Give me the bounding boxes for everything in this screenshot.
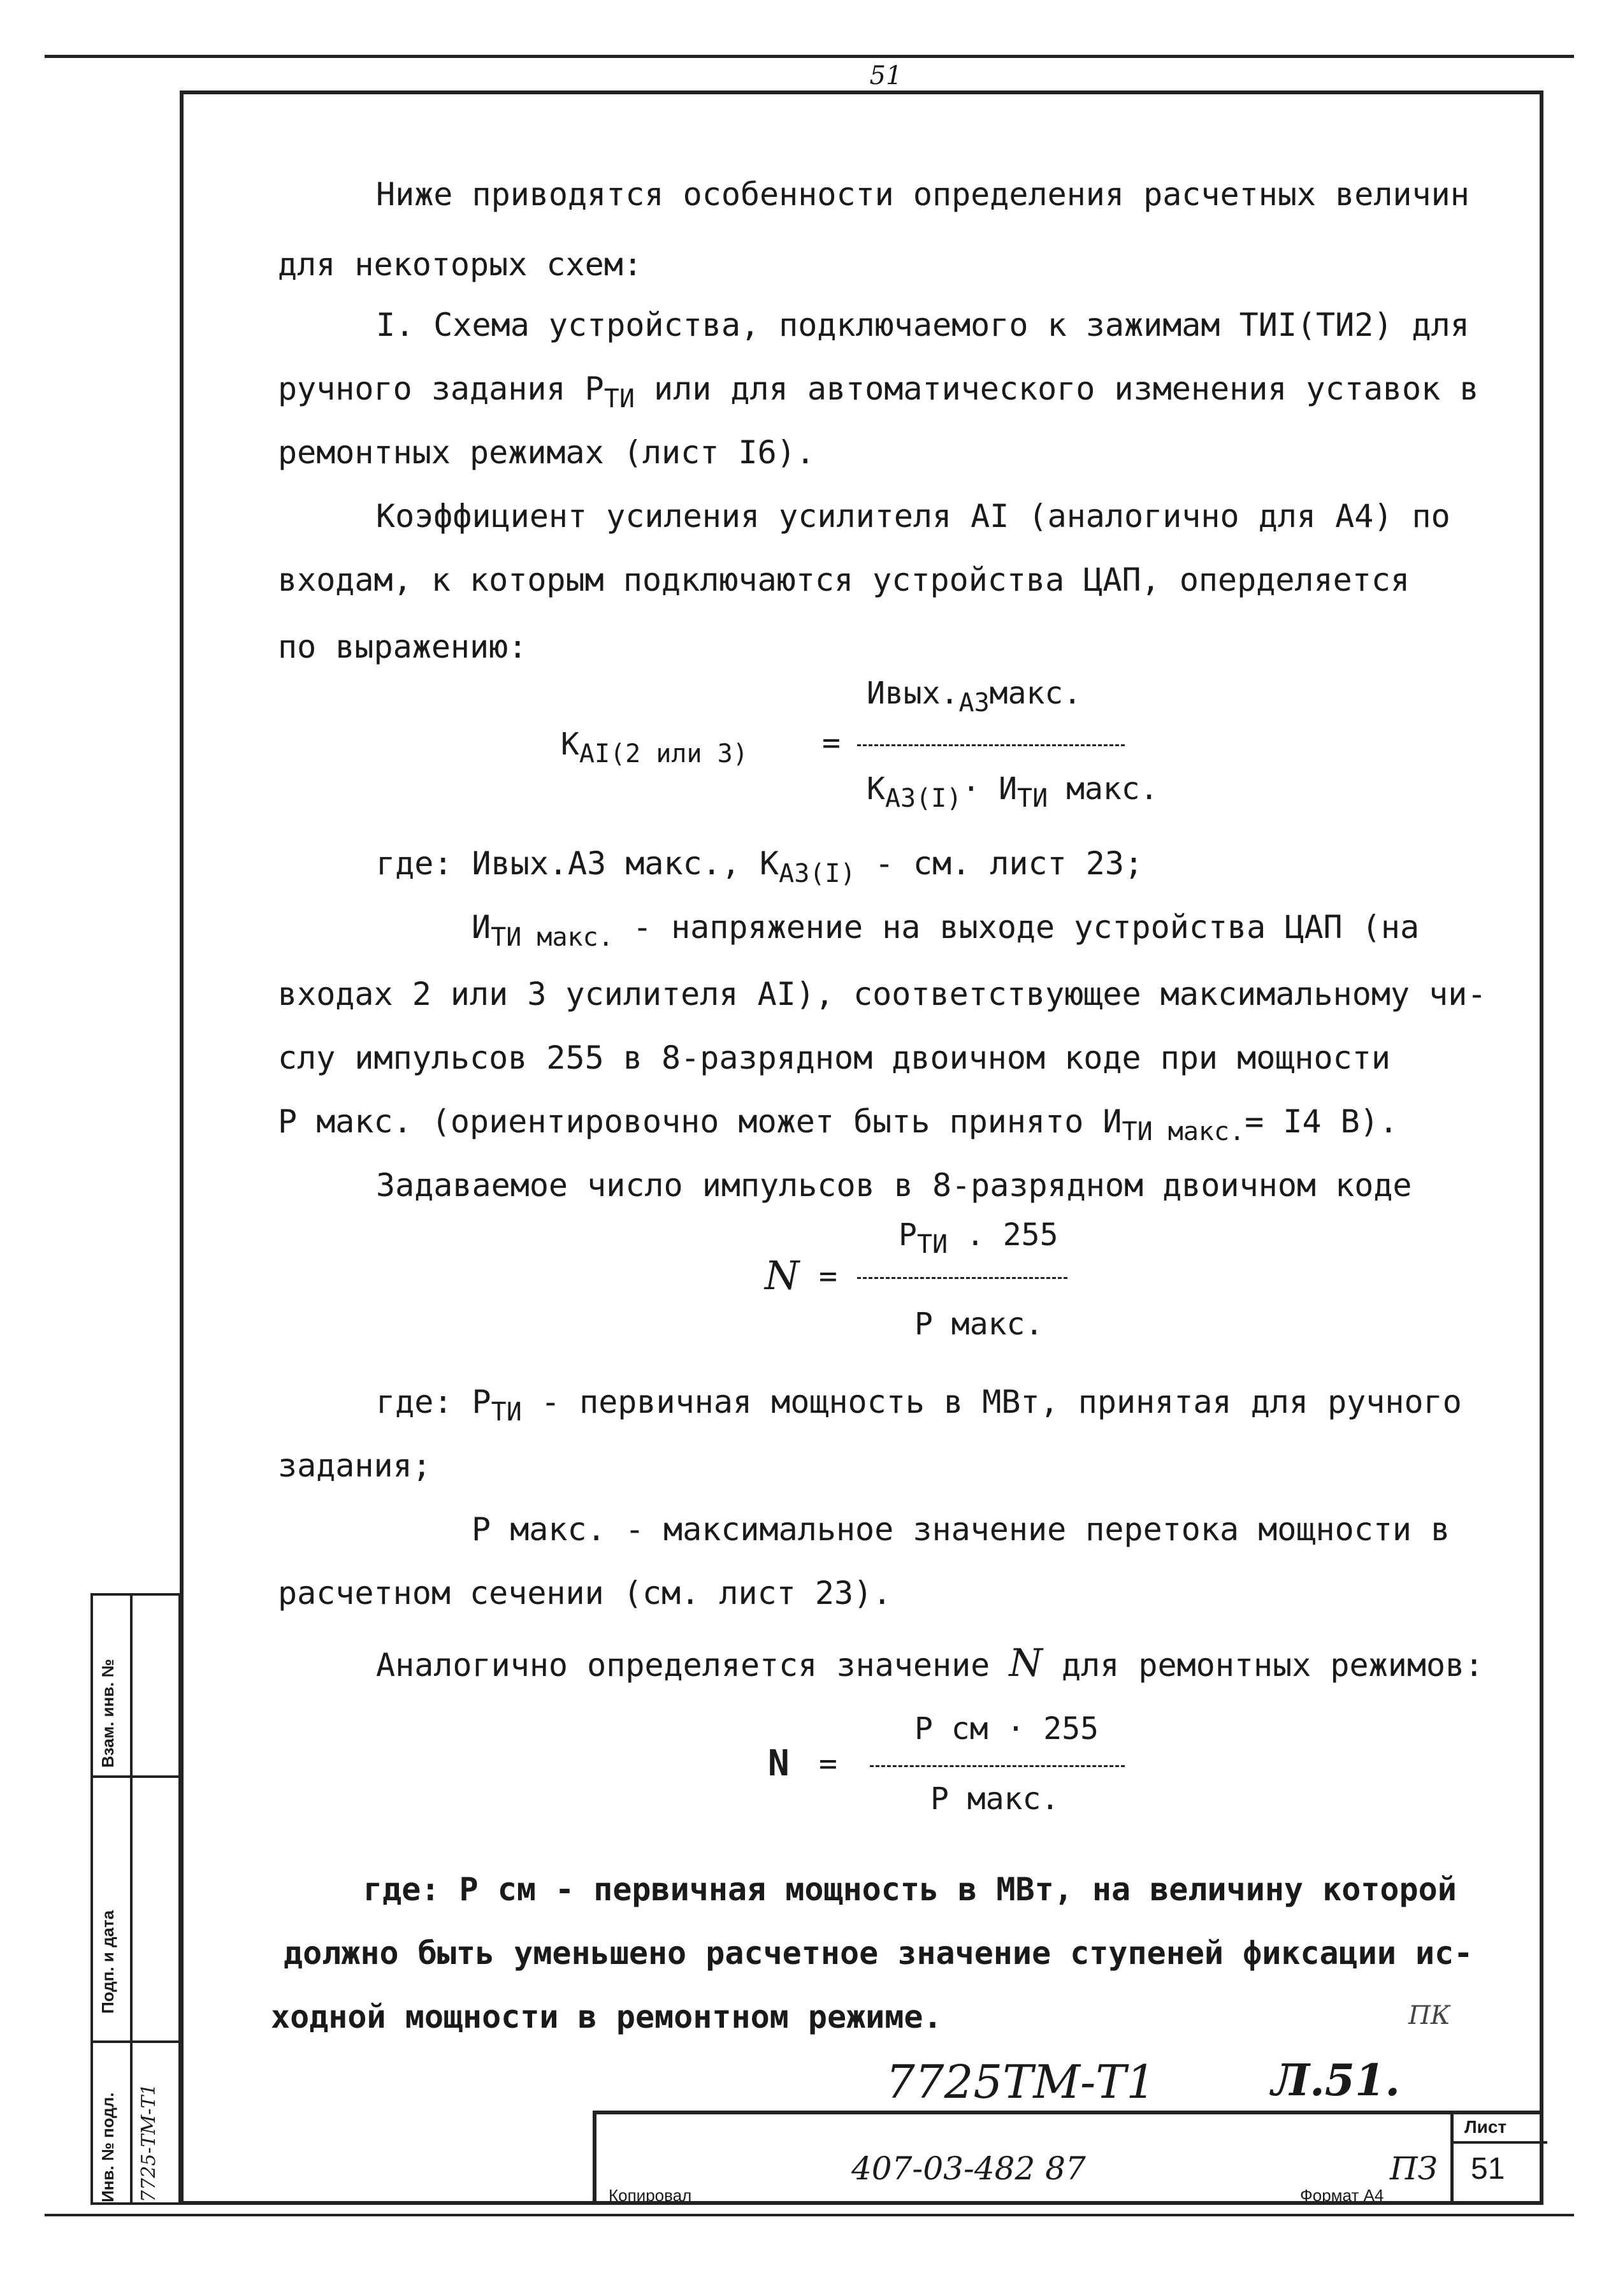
title-block xyxy=(593,2111,1543,2205)
formula-2-fraction-line xyxy=(857,1277,1067,1279)
footer-format: Формат А4 xyxy=(1300,2186,1384,2205)
title-block-sheet-label: Лист xyxy=(1464,2117,1507,2137)
paragraph-1-line-2: для некоторых схем: xyxy=(278,246,642,283)
formula-3-lhs: N xyxy=(768,1743,790,1784)
formula-1-numerator: $Ивых._{А3}макс$. xyxy=(867,675,1082,718)
title-block-sheet-number: 51 xyxy=(1471,2152,1505,2186)
formula-3-denominator: Р макс. xyxy=(930,1781,1060,1817)
where-2-line-2: входах 2 или 3 усилителя АI), соответствующее максимальному чи- xyxy=(278,976,1487,1013)
formula-1-denominator: $К_{А3(I)}\cdot И_{ТИ}$ макс. xyxy=(867,771,1159,813)
where-5-line-3: ходной мощности в ремонтном режиме. xyxy=(271,1998,943,2035)
title-block-section: ПЗ xyxy=(1390,2150,1438,2187)
where-3-line-1: где: $Р_{ТИ}$ - первичная мощность в МВт, принятая для ручного xyxy=(376,1383,1462,1427)
formula-3-fraction-line xyxy=(870,1765,1125,1767)
paragraph-2-line-2: ручного задания $Р_{ТИ}$ или для автоматического изменения уставок в xyxy=(278,370,1479,414)
where-4-line-1: Р макс. - максимальное значение перетока мощности в xyxy=(472,1511,1450,1548)
page-number-top: 51 xyxy=(869,61,902,90)
footer-copied: Копировал xyxy=(609,2186,692,2205)
paragraph-3-line-2: входам, к которым подключаются устройства ЦАП, оперделяется xyxy=(278,561,1410,598)
formula-1-fraction-line xyxy=(857,744,1125,746)
side-box-replace-inventory xyxy=(90,1593,181,1778)
formula-3-numerator: Р см · 255 xyxy=(914,1711,1099,1747)
side-label-replace-inventory: Взам. инв. № xyxy=(98,1659,117,1768)
formula-2-numerator: $Р_{ТИ}$ . 255 xyxy=(899,1217,1058,1259)
where-2-line-4: Р макс. (ориентировочно может быть принято $И_{ТИ макс.}= I4$ В). xyxy=(278,1103,1398,1146)
paragraph-2-line-1: I. Схема устройства, подключаемого к зажимам ТИI(ТИ2) для xyxy=(376,307,1470,343)
bottom-rule xyxy=(45,2214,1574,2216)
paragraph-1-line-1: Ниже приводятся особенности определения расчетных величин xyxy=(376,176,1470,213)
paragraph-5: Аналогично определяется значение N для ремонтных режимов: xyxy=(376,1641,1484,1686)
paragraph-3-line-1: Коэффициент усиления усилителя АI (аналогично для А4) по xyxy=(376,498,1450,535)
formula-2-lhs: N xyxy=(765,1252,800,1299)
handwritten-initials: ПК xyxy=(1408,2001,1450,2030)
where-4-line-2: расчетном сечении (см. лист 23). xyxy=(278,1575,892,1612)
formula-2-denominator: Р макс. xyxy=(914,1306,1044,1342)
where-1: где: Ивых.А3 макс., $К_{А3(I)}$ - см. лист 23; xyxy=(376,845,1144,888)
handwritten-sheet-note: Л.51. xyxy=(1271,2055,1401,2106)
where-5-line-1: где: Р см - первичная мощность в МВт, на величину которой xyxy=(363,1871,1457,1908)
side-label-sign-date: Подп. и дата xyxy=(98,1910,117,2014)
where-2-line-1: $И_{ТИ макс.}$ - напряжение на выходе устройства ЦАП (на xyxy=(472,909,1420,952)
title-block-doc-number: 407-03-482 87 xyxy=(851,2150,1086,2187)
paragraph-4: Задаваемое число импульсов в 8-разрядном двоичном коде xyxy=(376,1167,1412,1204)
side-label-original-inventory: Инв. № подл. xyxy=(98,2092,117,2202)
where-2-line-3: слу импульсов 255 в 8-разрядном двоичном коде при мощности xyxy=(278,1039,1390,1076)
paragraph-3-line-3: по выражению: xyxy=(278,628,528,665)
top-rule xyxy=(45,55,1574,58)
where-3-line-2: задания; xyxy=(278,1447,431,1484)
side-box-sign-date xyxy=(90,1775,181,2043)
formula-1-lhs: $К_{АI(2 или 3)}$ xyxy=(561,726,748,769)
side-original-value: 7725-ТМ-Т1 xyxy=(138,2083,160,2202)
formula-1-equals: = xyxy=(822,725,841,761)
formula-3-equals: = xyxy=(819,1746,837,1782)
where-5-line-2: должно быть уменьшено расчетное значение ступеней фиксации ис- xyxy=(284,1935,1473,1972)
handwritten-doc-code: 7725ТМ-Т1 xyxy=(886,2055,1156,2109)
paragraph-2-line-3: ремонтных режимах (лист I6). xyxy=(278,434,815,471)
side-box-original-inventory xyxy=(90,2040,181,2205)
formula-2-equals: = xyxy=(819,1259,837,1294)
